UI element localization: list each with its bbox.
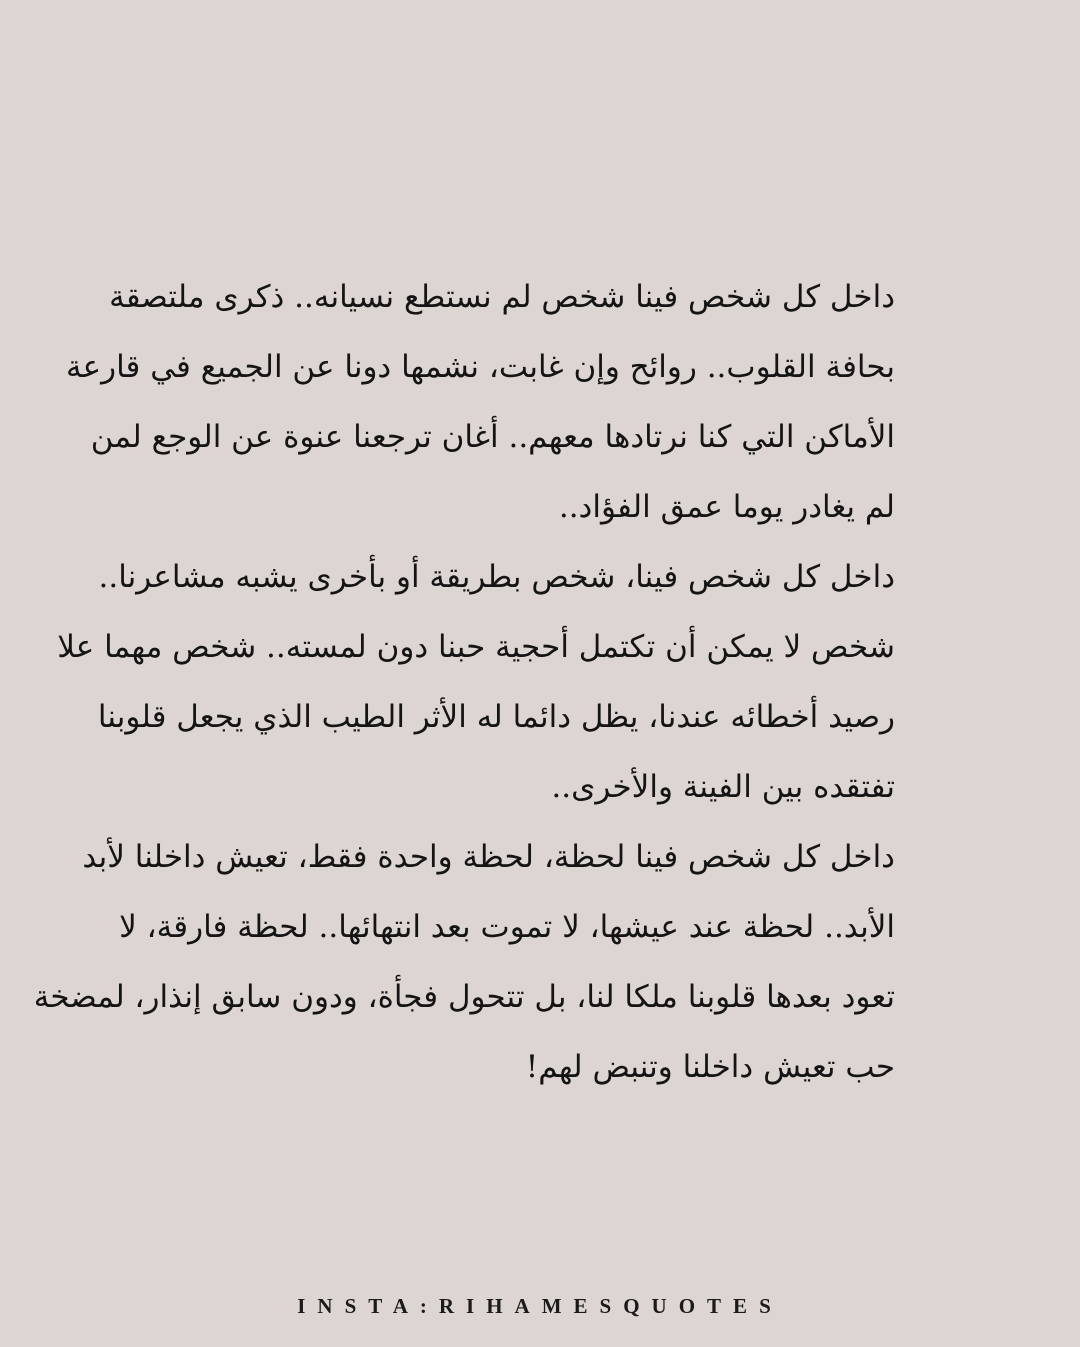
quote-line: لم يغادر يوما عمق الفؤاد..: [558, 489, 895, 525]
quote-line: بحافة القلوب.. روائح وإن غابت، نشمها دونا عن الجميع في قارعة: [66, 349, 895, 385]
quote-line: تفتقده بين الفينة والأخرى..: [551, 769, 895, 805]
quote-line: حب تعيش داخلنا وتنبض لهم!: [525, 1049, 895, 1085]
quote-line: داخل كل شخص فينا لحظة، لحظة واحدة فقط، تعيش داخلنا لأبد: [82, 839, 895, 875]
quote-text: [33, 262, 895, 1102]
quote-line: داخل كل شخص فينا شخص لم نستطع نسيانه.. ذكرى ملتصقة: [109, 279, 895, 315]
quote-line: تعود بعدها قلوبنا ملكا لنا، بل تتحول فجأة، ودون سابق إنذار، لمضخة: [33, 979, 895, 1015]
quote-line: رصيد أخطائه عندنا، يظل دائما له الأثر الطيب الذي يجعل قلوبنا: [97, 699, 895, 735]
quote-line: شخص لا يمكن أن تكتمل أحجية حبنا دون لمسته.. شخص مهما علا: [57, 629, 895, 665]
instagram-handle-watermark: INSTA:RIHAMESQUOTES: [297, 1294, 783, 1318]
quote-line: داخل كل شخص فينا، شخص بطريقة أو بأخرى يشبه مشاعرنا..: [98, 559, 895, 595]
quote-line: الأبد.. لحظة عند عيشها، لا تموت بعد انتهائها.. لحظة فارقة، لا: [119, 909, 895, 945]
quote-line: الأماكن التي كنا نرتادها معهم.. أغان ترجعنا عنوة عن الوجع لمن: [90, 419, 895, 455]
